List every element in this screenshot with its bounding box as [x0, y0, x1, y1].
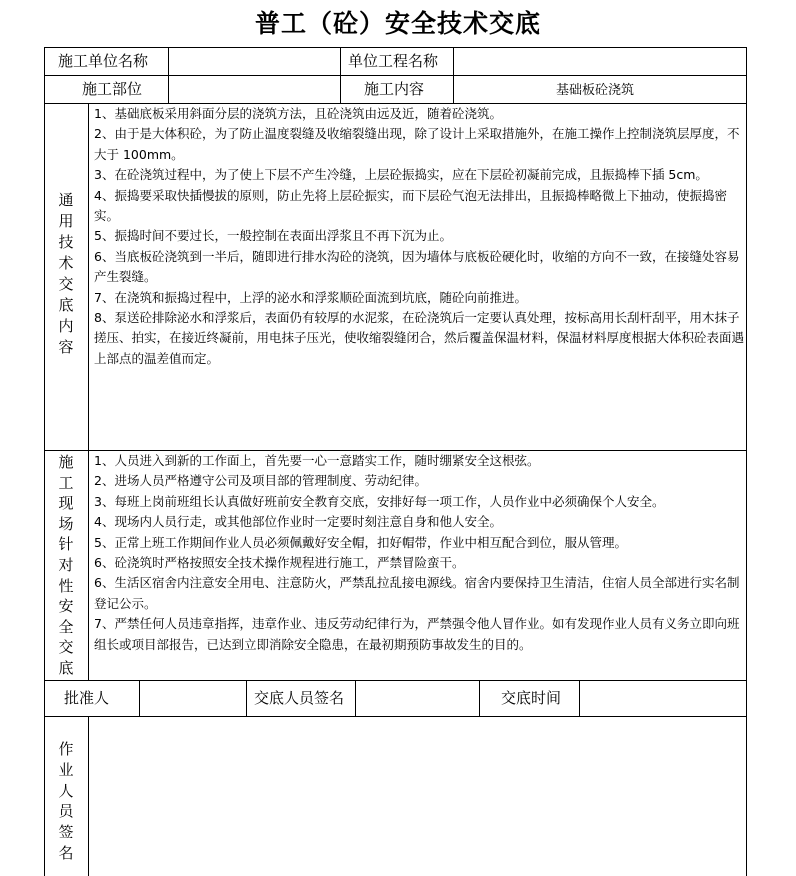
list-item: 3、在砼浇筑过程中，为了使上下层不产生冷缝，上层砼振捣实，应在下层砼初凝前完成，且振捣棒下插 5cm。 — [94, 167, 708, 183]
content-value: 基础板砼浇筑 — [556, 83, 635, 98]
list-item: 4、现场内人员行走，或其他部位作业时一定要时刻注意自身和他人安全。 — [94, 514, 502, 530]
part-label: 施工部位 — [82, 80, 143, 98]
general-content — [94, 104, 744, 369]
workers-signature-area[interactable] — [94, 722, 740, 872]
page-title: 普工（砼）安全技术交底 — [254, 9, 541, 38]
list-item: 6、当底板砼浇筑到一半后，随即进行排水沟砼的浇筑，因为墙体与底板砼硬化时，收缩的方向不一致，在接缝处容易产生裂缝。 — [94, 248, 740, 285]
list-item: 2、由于是大体积砼，为了防止温度裂缝及收缩裂缝出现，除了设计上采取措施外，在施工操作上控制浇筑层厚度，不大于 100mm。 — [94, 126, 740, 162]
safety-content — [94, 451, 744, 655]
list-item: 8、泵送砼排除泌水和浮浆后，表面仍有较厚的水泥浆，在砼浇筑后一定要认真处理，按标高用长刮杆刮平，用木抹子搓压、拍实，在接近终凝前，用电抹子压光，使收缩裂缝闭合，然后覆盖保温材料，保温材料厚度根据大体积砼表面遇上部点的温差值而定。 — [94, 310, 745, 366]
list-item: 6、砼浇筑时严格按照安全技术操作规程进行施工，严禁冒险蛮干。 — [94, 555, 465, 571]
unit-label: 施工单位名称 — [58, 52, 149, 70]
list-item: 1、人员进入到新的工作面上，首先要一心一意踏实工作，随时绷紧安全这根弦。 — [94, 453, 540, 468]
list-item: 7、在浇筑和振捣过程中，上浮的泌水和浮浆顺砼面流到坑底，随砼向前推进。 — [94, 289, 527, 305]
list-item: 1、基础底板采用斜面分层的浇筑方法，且砼浇筑由远及近，随着砼浇筑。 — [94, 106, 502, 121]
time-label: 交底时间 — [501, 689, 562, 707]
list-item: 2、进场人员严格遵守公司及项目部的管理制度、劳动纪律。 — [94, 473, 427, 489]
list-item: 6、生活区宿舍内注意安全用电、注意防火，严禁乱拉乱接电源线。宿舍内要保持卫生清洁，住宿人员全部进行实名制登记公示。 — [94, 575, 740, 611]
project-label: 单位工程名称 — [348, 52, 439, 70]
list-item: 5、正常上班工作期间作业人员必须佩戴好安全帽，扣好帽带，作业中相互配合到位，服从管理。 — [94, 534, 627, 550]
safety-section-label: 施 工 现 场 针 对 性 安 全 交 底 — [58, 453, 74, 677]
list-item: 4、振捣要采取快插慢拔的原则，防止先将上层砼振实，而下层砼气泡无法排出，且振捣棒略微上下抽动，使振捣密实。 — [94, 187, 727, 224]
list-item: 5、振捣时间不要过长，一般控制在表面出浮浆且不再下沉为止。 — [94, 228, 452, 244]
approver-label: 批准人 — [64, 689, 110, 707]
general-section-label: 通 用 技 术 交 底 内 容 — [58, 191, 74, 356]
list-item: 7、严禁任何人员违章指挥，违章作业、违反劳动纪律行为，严禁强令他人冒作业。如有发现作业人员有义务立即向班组长或项目部报告，已达到立即消除安全隐患，在最初期预防事故发生的目的。 — [94, 616, 740, 652]
signer-label: 交底人员签名 — [254, 689, 345, 707]
workers-section-label: 作 业 人 员 签 名 — [58, 740, 74, 862]
content-label: 施工内容 — [364, 80, 425, 98]
list-item: 3、每班上岗前班组长认真做好班前安全教育交底，安排好每一项工作，人员作业中必须确保个人安全。 — [94, 493, 665, 509]
